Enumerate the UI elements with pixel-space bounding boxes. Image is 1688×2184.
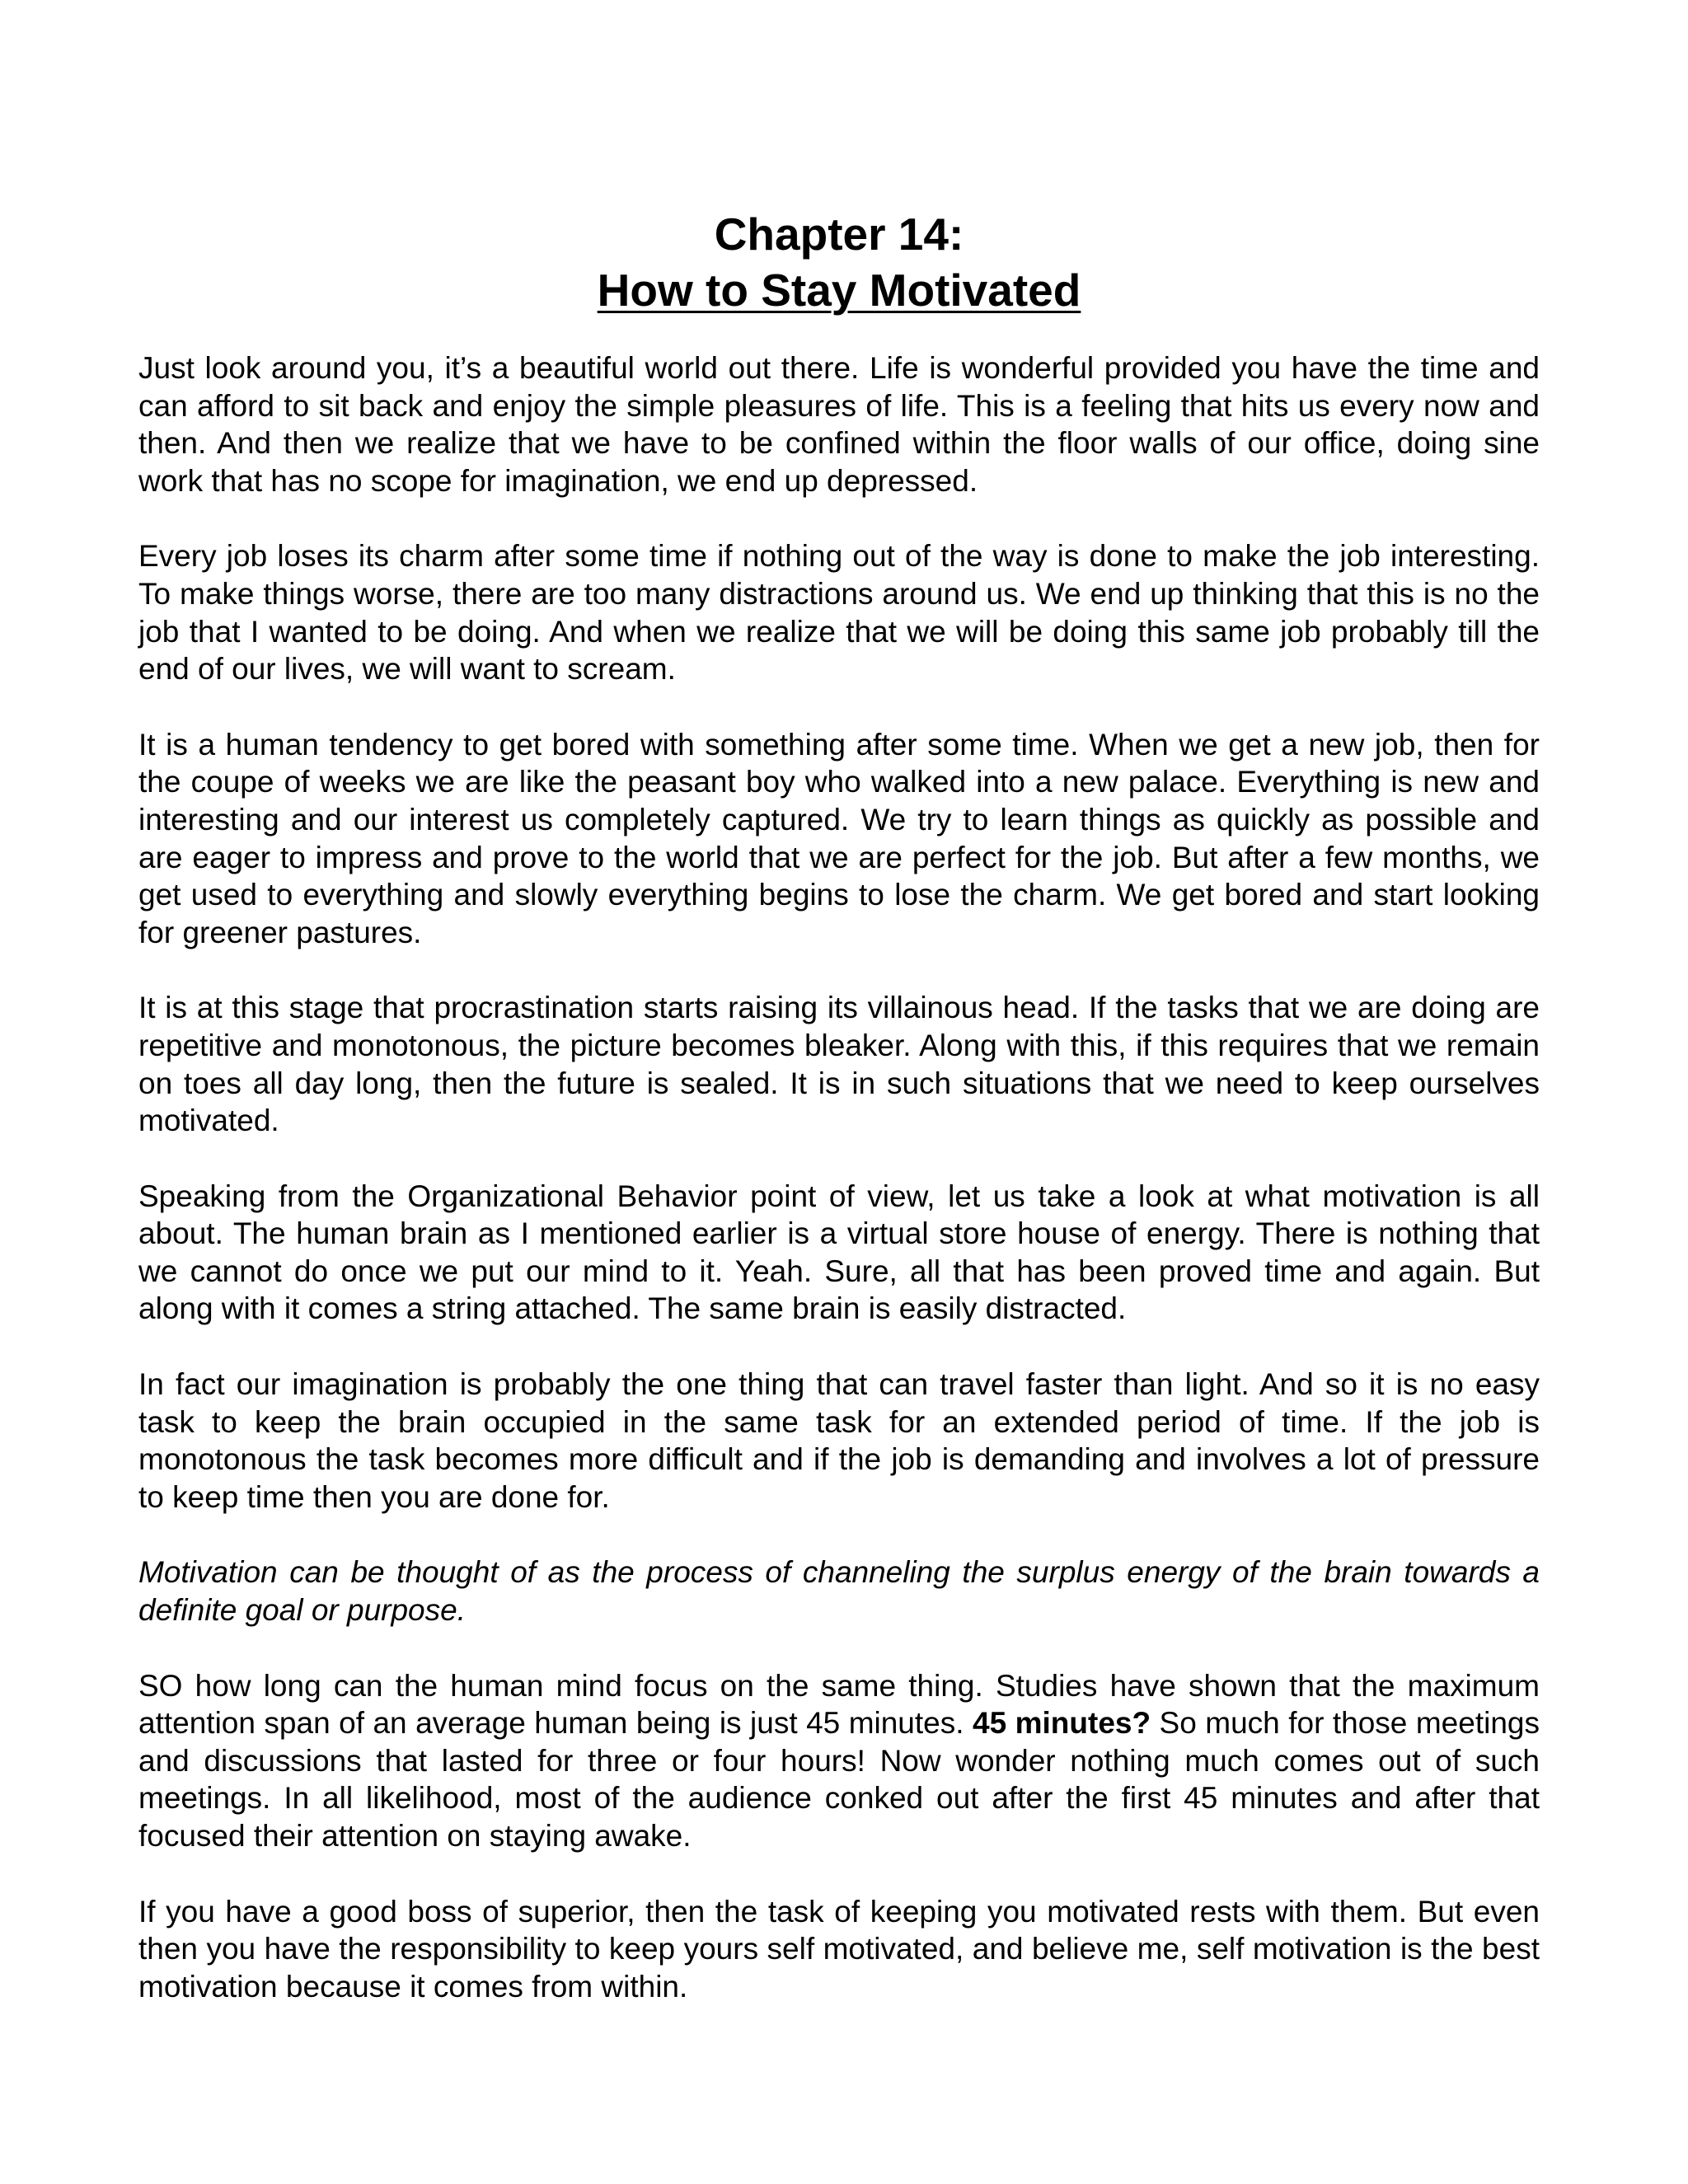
paragraph-attention-span	[138, 1667, 1540, 1855]
paragraph-procrastination: It is at this stage that procrastination starts raising its villainous head. If the tasks that we are doing are repetitive and monotonous, the picture becomes bleaker. Along with this, if this requires that we remain on toes all day long, then the future is sealed. It is in such situations that we need to keep ourselves motivated.	[138, 991, 1540, 1138]
paragraph-organizational-behavior: Speaking from the Organizational Behavior point of view, let us take a look at what motivation is all about. The human brain as I mentioned earlier is a virtual store house of energy. There is nothing that we cannot do once we put our mind to it. Yeah. Sure, all that has been proved time and again. But along with it comes a string attached. The same brain is easily distracted.	[138, 1179, 1540, 1326]
paragraph-closing: If you have a good boss of superior, then the task of keeping you motivated rests with them. But even then you have the responsibility to keep yours self motivated, and believe me, self motivation is the best motivation because it comes from within.	[138, 1894, 1540, 2004]
attention-emphasis: 45 minutes?	[973, 1706, 1151, 1741]
paragraph-motivation-definition: Motivation can be thought of as the process of channeling the surplus energy of the brain towards a definite goal or purpose.	[138, 1555, 1540, 1628]
paragraph-human-tendency: It is a human tendency to get bored with something after some time. When we get a new job, then for the coupe of weeks we are like the peasant boy who walked into a new palace. Everything is new and interesting and our interest us completely captured. We try to learn things as quickly as possible and are eager to impress and prove to the world that we are perfect for the job. But after a few months, we get used to everything and slowly everything begins to lose the charm. We get bored and start looking for greener pastures.	[138, 727, 1540, 949]
paragraph-intro: Just look around you, it’s a beautiful world out there. Life is wonderful provided you have the time and can afford to sit back and enjoy the simple pleasures of life. This is a feeling that hits us every now and then. And then we realize that we have to be confined within the floor walls of our office, doing sine work that has no scope for imagination, we end up depressed.	[138, 351, 1540, 498]
chapter-heading	[138, 206, 1540, 318]
attention-text-before: SO how long can the human mind focus on the same thing. Studies have shown that the maximum attention span of an average human being is just 45 minutes.	[138, 1668, 1540, 1741]
paragraph-job-charm: Every job loses its charm after some time if nothing out of the way is done to make the job interesting. To make things worse, there are too many distractions around us. We end up thinking that this is no the job that I wanted to be doing. And when we realize that we will be doing this same job probably till the end of our lives, we will want to scream.	[138, 539, 1540, 687]
chapter-number: Chapter 14:	[714, 209, 964, 260]
document-page	[138, 206, 1540, 2043]
attention-text-after: So much for those meetings and discussions that lasted for three or four hours! Now wonder nothing much comes out of such meetings. In all likelihood, most of the audience conked out after the first 45 minutes and after that focused their attention on staying awake.	[138, 1706, 1540, 1853]
paragraph-imagination: In fact our imagination is probably the one thing that can travel faster than light. And so it is no easy task to keep the brain occupied in the same task for an extended period of time. If the job is monotonous the task becomes more difficult and if the job is demanding and involves a lot of pressure to keep time then you are done for.	[138, 1367, 1540, 1514]
chapter-title: How to Stay Motivated	[597, 265, 1081, 316]
